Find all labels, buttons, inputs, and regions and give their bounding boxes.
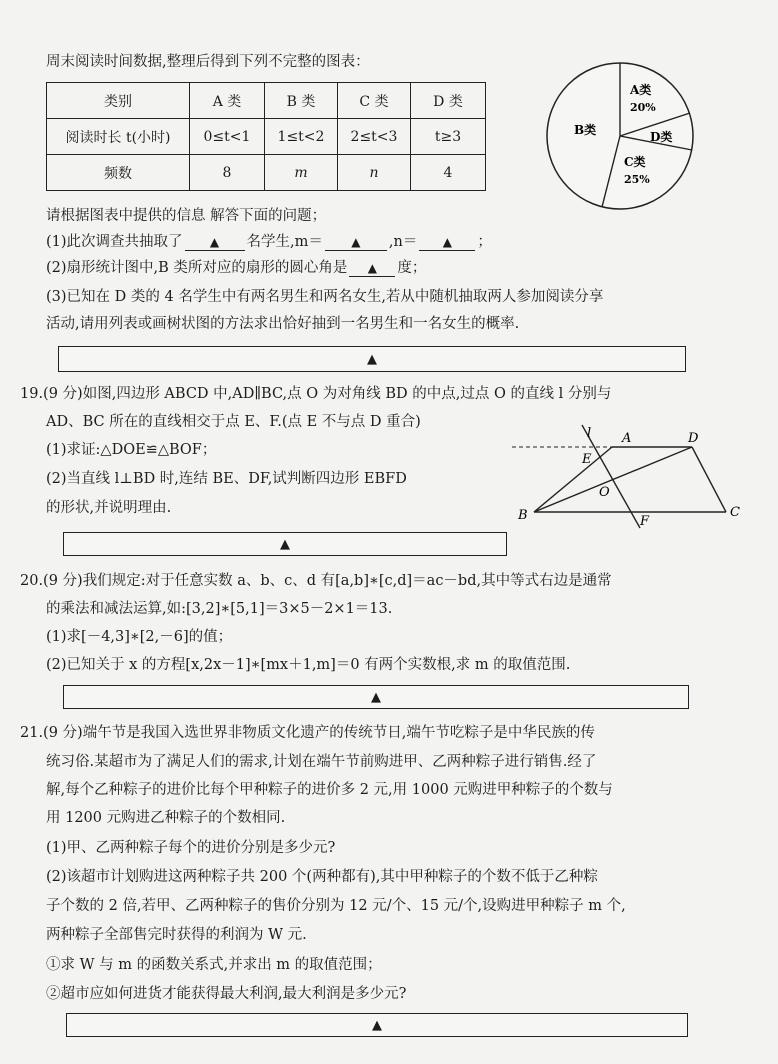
q18-part2-text: 度； [397, 260, 427, 276]
q19-line1: 19.(9 分)如图,四边形 ABCD 中,AD∥BC,点 O 为对角线 BD 的中点,过点 O 的直线 l 分别与 [20, 386, 612, 402]
q21-line8: 两种粽子全部售完时获得的利润为 W 元. [46, 927, 307, 943]
table-cell: D 类 [411, 83, 486, 119]
pie-label-a-pct: 20% [630, 101, 656, 114]
answer-blank: ▲ [419, 234, 475, 251]
table-row [47, 119, 486, 155]
q21-line5: (1)甲、乙两种粽子每个的进价分别是多少元? [46, 840, 336, 856]
q19-line4: (2)当直线 l⊥BD 时,连结 BE、DF,试判断四边形 EBFD [46, 471, 407, 487]
pie-label-b: B类 [574, 123, 597, 137]
pie-label-a: A类 [630, 83, 652, 97]
frequency-table [46, 82, 486, 191]
pie-chart [540, 56, 700, 216]
q21-line4: 用 1200 元购进乙种粽子的个数相同. [46, 810, 286, 826]
q18-prompt: 请根据图表中提供的信息 解答下面的问题； [46, 208, 327, 224]
label-e: E [582, 452, 592, 467]
q18-part1-text: ,n＝ [388, 234, 418, 250]
answer-box[interactable] [66, 1013, 688, 1037]
table-cell: n [338, 155, 411, 191]
table-cell: C 类 [338, 83, 411, 119]
table-cell: A 类 [190, 83, 265, 119]
table-cell: t≥3 [411, 119, 486, 155]
q18-part1-text: (1)此次调查共抽取了 [46, 234, 183, 250]
label-a: A [622, 431, 632, 446]
q19-line5: 的形状,并说明理由. [46, 500, 172, 516]
q19-line3: (1)求证:△DOE≌△BOF； [46, 442, 217, 458]
q18-part1-text: 名学生,m＝ [246, 234, 323, 250]
answer-blank: ▲ [349, 260, 395, 277]
q20-line3: (1)求[－4,3]∗[2,－6]的值； [46, 629, 233, 645]
q21-line1: 21.(9 分)端午节是我国入选世界非物质文化遗产的传统节日,端午节吃粽子是中华民族的传 [20, 725, 595, 741]
answer-box[interactable] [58, 346, 686, 372]
q18-part2 [46, 258, 426, 278]
answer-box[interactable] [63, 685, 689, 709]
table-cell: 8 [190, 155, 265, 191]
q20-line2: 的乘法和减法运算,如:[3,2]∗[5,1]＝3×5－2×1＝13. [46, 601, 393, 617]
q21-line6: (2)该超市计划购进这两种粽子共 200 个(两种都有),其中甲种粽子的个数不低于乙种粽 [46, 869, 598, 885]
q18-part1-text: ； [477, 234, 492, 250]
q18-part3-line1: (3)已知在 D 类的 4 名学生中有两名男生和两名女生,若从中随机抽取两人参加阅读分享 [46, 289, 604, 305]
answer-marker: ▲ [372, 1017, 382, 1033]
table-cell: 类别 [47, 83, 190, 119]
q20-line4: (2)已知关于 x 的方程[x,2x－1]∗[mx＋1,m]＝0 有两个实数根,求 m 的取值范围. [46, 657, 571, 673]
table-cell: 4 [411, 155, 486, 191]
answer-marker: ▲ [367, 351, 377, 367]
answer-marker: ▲ [280, 536, 290, 552]
answer-box[interactable] [63, 532, 507, 556]
answer-blank: ▲ [185, 234, 245, 251]
pie-label-d: D类 [650, 130, 673, 144]
q18-part2-text: (2)扇形统计图中,B 类所对应的扇形的圆心角是 [46, 260, 348, 276]
table-cell: B 类 [265, 83, 338, 119]
q21-line3: 解,每个乙种粽子的进价比每个甲种粽子的进价多 2 元,用 1000 元购进甲种粽子的个数与 [46, 782, 613, 798]
table-cell: 0≤t<1 [190, 119, 265, 155]
table-cell: 2≤t<3 [338, 119, 411, 155]
answer-blank: ▲ [325, 234, 387, 251]
table-cell: 阅读时长 t(小时) [47, 119, 190, 155]
intro-text: 周末阅读时间数据,整理后得到下列不完整的图表： [46, 54, 370, 70]
label-c: C [730, 505, 740, 520]
label-b: B [518, 508, 528, 523]
q21-line10: ②超市应如何进货才能获得最大利润,最大利润是多少元? [46, 986, 407, 1002]
table-row [47, 155, 486, 191]
geometry-figure [512, 420, 752, 532]
label-d: D [688, 431, 699, 446]
q21-line9: ①求 W 与 m 的函数关系式,并求出 m 的取值范围； [46, 957, 382, 973]
label-f: F [640, 514, 650, 529]
table-cell: 频数 [47, 155, 190, 191]
q18-part3-line2: 活动,请用列表或画树状图的方法求出恰好抽到一名男生和一名女生的概率. [46, 316, 520, 332]
answer-marker: ▲ [371, 689, 381, 705]
table-row [47, 83, 486, 119]
q21-line2: 统习俗.某超市为了满足人们的需求,计划在端午节前购进甲、乙两种粽子进行销售.经了 [46, 754, 597, 770]
label-o: O [599, 485, 610, 500]
segment-dc [692, 447, 726, 512]
label-l: l [587, 426, 592, 441]
pie-label-c: C类 [624, 155, 646, 169]
q20-line1: 20.(9 分)我们规定:对于任意实数 a、b、c、d 有[a,b]∗[c,d]＝ac－bd,其中等式右边是通常 [20, 573, 612, 589]
pie-label-c-pct: 25% [624, 173, 650, 186]
q21-line7: 子个数的 2 倍,若甲、乙两种粽子的售价分别为 12 元/个、15 元/个,设购进甲种粽子 m 个, [46, 898, 626, 914]
q18-part1 [46, 232, 492, 252]
q19-line2: AD、BC 所在的直线相交于点 E、F.(点 E 不与点 D 重合) [46, 414, 421, 430]
table-cell: 1≤t<2 [265, 119, 338, 155]
table-cell: m [265, 155, 338, 191]
